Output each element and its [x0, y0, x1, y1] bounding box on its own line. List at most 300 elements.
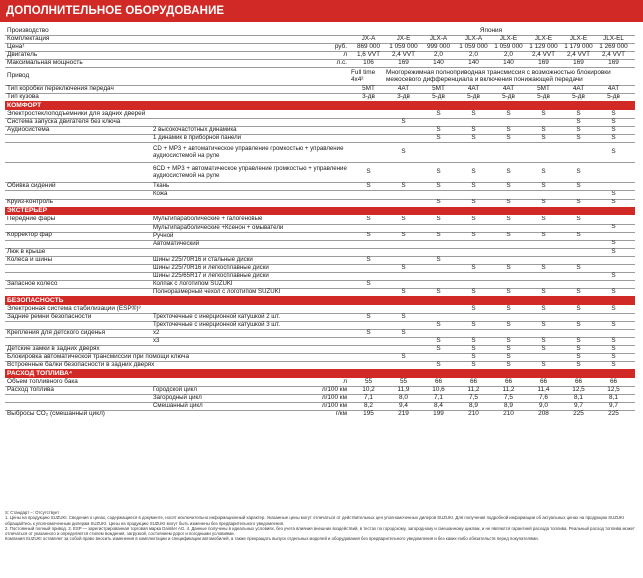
value-cell: 5MT [432, 85, 445, 93]
value-cell: 9,7 [574, 402, 583, 410]
value-cell: 169 [608, 59, 619, 66]
drive-value: Full time 4x4² [351, 68, 376, 84]
value-cell: 9,0 [539, 402, 548, 410]
unit-label: л/100 км [321, 402, 347, 410]
value-cell [456, 272, 491, 280]
row-sublabel: Ручной [153, 231, 174, 239]
footnote: Компания SUZUKI оставляет за собой право вносить изменения в комплектации и спецификации автомобилей, а также прекращать выпуск отдельных моделей и оборудования без предварительного уведомления и без каких-либо обязательств перед покупателями. [5, 536, 539, 542]
row-sublabel: Трехточечные с инерционной катушкой 2 шт. [153, 312, 280, 320]
value-cell: JX-A [361, 35, 376, 42]
row-sublabel: Смешанный цикл [153, 402, 203, 410]
value-cell: S [611, 239, 616, 247]
value-cell [596, 216, 631, 224]
value-cell [351, 248, 386, 256]
value-cell: S [401, 329, 406, 336]
value-cell: JLX-E [569, 35, 588, 42]
section-header: ЭКСТЕРЬЕР [5, 207, 635, 216]
value-cell: S [436, 231, 441, 239]
value-cell: S [611, 148, 616, 156]
value-cell: 169 [573, 59, 584, 66]
value-cell [421, 240, 456, 248]
value-cell: S [611, 304, 616, 312]
row-sublabel: Шины 225/70R16 и стальные диски [153, 255, 253, 263]
value-cell: 12,5 [607, 386, 620, 394]
value-cell: S [401, 182, 406, 190]
value-cell: S [506, 182, 511, 190]
row-sublabel: Полноразмерный чехол с логотипом SUZUKI [153, 287, 281, 295]
value-cell [351, 345, 386, 353]
value-cell: S [611, 223, 616, 231]
value-cell: S [541, 304, 546, 312]
value-cell: S [541, 182, 546, 190]
value-cell: S [541, 345, 546, 352]
value-cell: S [401, 263, 406, 271]
row-label: Объем топливного бака [7, 378, 78, 385]
section-header: РАСХОД ТОПЛИВА⁴ [5, 369, 635, 378]
value-cell: S [471, 304, 476, 312]
value-cell: S [611, 190, 616, 198]
value-cell [351, 199, 386, 207]
value-cell: 1 129 000 [529, 43, 558, 50]
value-cell: JLX-A [429, 35, 448, 42]
value-cell [456, 248, 491, 256]
row-sublabel: Ткань [153, 182, 170, 190]
value-cell: S [366, 329, 371, 336]
value-cell: 4AT [572, 85, 585, 93]
value-cell [351, 361, 386, 369]
value-cell: 2,4 VVT [391, 51, 416, 58]
section-header: КОМФОРТ [5, 101, 635, 110]
value-cell: S [506, 353, 511, 360]
value-cell [491, 191, 526, 199]
value-cell [596, 256, 631, 264]
value-cell: S [506, 168, 511, 176]
value-cell: S [576, 345, 581, 352]
table-row [5, 67, 635, 86]
value-cell: 8,0 [399, 394, 408, 402]
value-cell: 55 [399, 378, 408, 385]
value-cell: S [576, 198, 581, 206]
value-cell [351, 305, 386, 313]
row-sublabel: CD + MP3 + автоматическое управление громкостью + управление аудиосистемой на руле [153, 144, 344, 160]
value-cell: S [576, 110, 581, 118]
value-cell: S [541, 215, 546, 223]
value-cell [351, 191, 386, 199]
value-cell [456, 224, 491, 232]
value-cell: JX-E [396, 35, 411, 42]
value-cell [526, 329, 561, 337]
value-cell: 5-дв [502, 93, 515, 101]
value-cell: 8,9 [469, 402, 478, 410]
row-label: Передние фары [7, 215, 56, 223]
value-cell: 10,6 [432, 386, 445, 394]
value-cell [596, 264, 631, 272]
value-cell: S [576, 215, 581, 223]
value-cell: S [401, 312, 406, 320]
value-cell: S [436, 168, 441, 176]
row-sublabel: Мультипараболические +Ксенон + омыватели [153, 223, 284, 231]
value-cell: S [611, 126, 616, 134]
value-cell: 195 [363, 410, 374, 418]
value-cell [526, 240, 561, 248]
value-cell: S [366, 215, 371, 223]
value-cell: S [506, 287, 511, 295]
value-cell: JLX-EL [603, 35, 624, 42]
value-cell: 210 [503, 410, 514, 418]
value-cell: 4AT [467, 85, 480, 93]
row-label: Круиз-контроль [7, 198, 53, 206]
value-cell: S [401, 353, 406, 360]
row-label: Аудиосистема [7, 126, 50, 134]
value-cell [421, 313, 456, 321]
value-cell: 2,4 VVT [601, 51, 626, 58]
value-cell: 66 [434, 378, 443, 385]
value-cell: 3-дв [362, 93, 375, 101]
value-cell: 55 [364, 378, 373, 385]
value-cell: 2,0 [469, 51, 478, 58]
value-cell [596, 313, 631, 321]
row-sublabel: x2 [153, 329, 160, 337]
value-cell: 7,1 [434, 394, 443, 402]
value-cell: S [611, 271, 616, 279]
table-row [5, 93, 635, 101]
value-cell: 66 [469, 378, 478, 385]
value-cell: S [366, 231, 371, 239]
section-header: БЕЗОПАСНОСТЬ [5, 296, 635, 305]
footnote: 1. Цены на продукцию SUZUKI. Сведения о ценах, содержащиеся в документе, носят исключительно информационный характер. Указанные цены могут отличаться от действительных цен уполномоченных дилеров SUZUKI. Для получения подробной информации об актуальных ценах на продукцию SUZUKI обращайтесь к уполномоченным дилерам SUZUKI. Цены на продукцию SUZUKI могут быть изменены без предварительного уведомления. [5, 515, 625, 526]
value-cell: 11,2 [467, 386, 480, 394]
value-cell: 11,9 [397, 386, 410, 394]
value-cell [526, 224, 561, 232]
row-label: Производство [7, 27, 49, 34]
value-cell [386, 305, 421, 313]
row-sublabel: 6CD + MP3 + автоматическое управление громкостью + управление аудиосистемой на руле [153, 164, 347, 180]
value-cell: S [541, 134, 546, 142]
unit-label: руб. [334, 43, 347, 50]
row-sublabel: Мультипараболические + галогеновые [153, 215, 263, 223]
value-cell [526, 272, 561, 280]
value-cell [526, 256, 561, 264]
table-row [5, 410, 635, 418]
value-cell: S [506, 110, 511, 118]
row-label: Запасное колесо [7, 279, 58, 287]
value-cell [386, 191, 421, 199]
value-cell: 8,1 [574, 394, 583, 402]
row-sublabel: Трехточечные с инерционной катушкой 3 шт. [153, 321, 280, 328]
value-cell [456, 118, 491, 126]
row-sublabel: Городской цикл [153, 386, 197, 394]
value-cell: S [576, 337, 581, 344]
value-cell: 7,6 [539, 394, 548, 402]
value-cell: S [471, 231, 476, 239]
value-cell: 66 [504, 378, 513, 385]
value-cell [491, 248, 526, 256]
value-cell: 5MT [362, 85, 375, 93]
value-cell: S [506, 263, 511, 271]
value-cell: S [471, 321, 476, 328]
value-cell [351, 142, 386, 162]
value-cell [386, 321, 421, 329]
unit-label: л/100 км [321, 394, 347, 402]
value-cell: S [471, 126, 476, 134]
row-label: Тип кузова [7, 93, 39, 101]
value-cell: S [471, 110, 476, 118]
table-row [5, 142, 635, 163]
value-cell [491, 280, 526, 288]
value-cell [561, 240, 596, 248]
value-cell: 8,2 [364, 402, 373, 410]
value-cell: 869 000 [356, 43, 381, 50]
value-cell [561, 280, 596, 288]
value-cell: 11,2 [502, 386, 515, 394]
value-cell: S [611, 110, 616, 118]
value-cell [561, 224, 596, 232]
value-cell: 1,6 VVT [356, 51, 381, 58]
value-cell: S [576, 182, 581, 190]
value-cell: S [576, 361, 581, 369]
value-cell [491, 118, 526, 126]
value-cell [526, 118, 561, 126]
footnote: S: Стандарт –: Отсутствует [5, 510, 60, 515]
value-cell [526, 353, 561, 361]
value-cell [561, 142, 596, 162]
value-cell [351, 337, 386, 345]
row-sublabel: 2 высокочастотных динамика [153, 126, 237, 134]
value-cell: 2,4 VVT [531, 51, 556, 58]
value-cell [526, 191, 561, 199]
row-sublabel: Шины 225/70R16 и легкосплавные диски [153, 263, 269, 271]
table-row [5, 199, 635, 207]
row-label: Двигатель [7, 51, 38, 58]
value-cell: 4AT [502, 85, 515, 93]
value-cell: 66 [574, 378, 583, 385]
value-cell [421, 191, 456, 199]
value-cell [596, 280, 631, 288]
value-cell [526, 142, 561, 162]
value-cell: S [471, 215, 476, 223]
value-cell [491, 272, 526, 280]
value-cell [421, 118, 456, 126]
value-cell: S [471, 345, 476, 352]
unit-label: л [343, 378, 347, 385]
value-cell [421, 280, 456, 288]
value-cell: 169 [398, 59, 409, 66]
value-span: Япония [479, 27, 503, 34]
value-cell: 3-дв [397, 93, 410, 101]
value-cell [456, 329, 491, 337]
value-cell: S [506, 304, 511, 312]
value-cell: S [576, 118, 581, 126]
value-cell: 2,0 [434, 51, 443, 58]
value-cell [526, 313, 561, 321]
row-label: Электростеклоподъемники для задних дверей [7, 110, 146, 118]
unit-label: л.с. [336, 59, 347, 66]
value-cell: 8,4 [434, 402, 443, 410]
value-cell: S [576, 126, 581, 134]
value-cell: S [541, 337, 546, 344]
value-cell: S [471, 361, 476, 369]
value-cell: 219 [398, 410, 409, 418]
value-cell: S [471, 134, 476, 142]
value-cell: 5-дв [572, 93, 585, 101]
value-cell: S [401, 148, 406, 156]
value-cell: S [366, 279, 371, 287]
value-cell [351, 272, 386, 280]
row-sublabel: Автоматический [153, 239, 200, 247]
footnotes [5, 510, 635, 542]
value-cell: 7,1 [364, 394, 373, 402]
value-cell: 5-дв [467, 93, 480, 101]
value-cell [596, 162, 631, 182]
value-cell: S [541, 168, 546, 176]
value-cell [491, 224, 526, 232]
value-cell [386, 361, 421, 369]
value-cell [386, 224, 421, 232]
table-row [5, 288, 635, 296]
value-cell: S [471, 168, 476, 176]
row-label: Детские замки в задних дверях [7, 345, 100, 352]
value-cell: S [541, 263, 546, 271]
row-label: Система запуска двигателя без ключа [7, 118, 121, 126]
value-cell [386, 345, 421, 353]
row-sublabel: Шины 225/65R17 и легкосплавные диски [153, 271, 269, 279]
value-cell [351, 224, 386, 232]
value-cell: S [436, 110, 441, 118]
value-cell: 8,1 [609, 394, 618, 402]
value-cell [561, 329, 596, 337]
value-cell: S [366, 168, 371, 176]
value-cell: S [436, 361, 441, 369]
value-cell [386, 256, 421, 264]
value-cell [596, 232, 631, 240]
value-cell: S [471, 337, 476, 344]
unit-label: л/100 км [321, 386, 347, 394]
row-label: Крепления для детского сиденья [7, 329, 106, 336]
value-cell: S [541, 126, 546, 134]
value-cell [386, 134, 421, 142]
value-cell [421, 264, 456, 272]
value-cell: S [541, 231, 546, 239]
value-cell: 2,0 [504, 51, 513, 58]
value-cell: S [471, 263, 476, 271]
value-cell [526, 280, 561, 288]
value-cell [456, 280, 491, 288]
value-cell: S [471, 287, 476, 295]
value-cell: 106 [363, 59, 374, 66]
value-cell: 999 000 [426, 43, 451, 50]
value-cell [351, 321, 386, 329]
value-cell [491, 256, 526, 264]
value-cell [351, 288, 386, 296]
value-cell [421, 142, 456, 162]
value-cell: 1 059 000 [389, 43, 418, 50]
value-cell: 7,5 [469, 394, 478, 402]
value-cell [386, 162, 421, 182]
value-cell: 1 059 000 [494, 43, 523, 50]
value-cell: 1 269 000 [599, 43, 628, 50]
value-cell [421, 272, 456, 280]
value-cell [561, 256, 596, 264]
value-cell [561, 313, 596, 321]
row-label: Комплектация [7, 35, 50, 42]
value-cell: S [401, 118, 406, 126]
value-cell [561, 191, 596, 199]
row-label: Максимальная мощность [7, 59, 83, 66]
value-cell: S [506, 337, 511, 344]
value-cell: JLX-A [464, 35, 483, 42]
value-cell: S [471, 182, 476, 190]
value-cell [456, 313, 491, 321]
value-cell [386, 337, 421, 345]
value-cell: S [541, 110, 546, 118]
value-cell [351, 110, 386, 118]
row-label: Цена¹ [7, 43, 25, 50]
value-cell: S [436, 134, 441, 142]
value-cell [386, 126, 421, 134]
value-cell: S [366, 255, 371, 263]
value-cell [386, 272, 421, 280]
value-cell: S [611, 287, 616, 295]
value-cell: 208 [538, 410, 549, 418]
row-label: Электронная система стабилизации (ESP®)³ [7, 304, 141, 312]
unit-label: л [343, 51, 347, 58]
value-cell [561, 272, 596, 280]
value-cell: S [611, 337, 616, 344]
value-cell: S [611, 361, 616, 369]
value-cell: S [576, 168, 581, 176]
value-cell: 10,2 [362, 386, 375, 394]
value-cell: 1 059 000 [459, 43, 488, 50]
value-cell: S [506, 126, 511, 134]
value-cell [456, 142, 491, 162]
value-cell: S [576, 287, 581, 295]
drive-description: Многорежимная полноприводная трансмиссия с возможностью блокировки межосевого дифференциала и включения понижающей передачи [386, 68, 611, 84]
page-title: ДОПОЛНИТЕЛЬНОЕ ОБОРУДОВАНИЕ [0, 0, 643, 22]
value-cell: S [506, 361, 511, 369]
value-cell: 140 [433, 59, 444, 66]
value-cell: S [541, 198, 546, 206]
value-cell [351, 126, 386, 134]
value-cell: S [576, 353, 581, 360]
value-cell: S [506, 198, 511, 206]
value-cell: S [611, 321, 616, 328]
value-cell: S [471, 198, 476, 206]
row-label: Обивка сидений [7, 182, 56, 190]
row-sublabel: Колпак с логотипом SUZUKI [153, 279, 233, 287]
value-cell: S [576, 231, 581, 239]
value-cell: JLX-E [499, 35, 518, 42]
value-cell [456, 191, 491, 199]
value-cell: 9,7 [609, 402, 618, 410]
value-cell: S [611, 353, 616, 360]
row-label: Колеса и шины [7, 255, 53, 263]
value-cell: S [576, 134, 581, 142]
value-cell: S [366, 312, 371, 320]
value-cell [491, 313, 526, 321]
value-cell [351, 353, 386, 361]
value-cell [386, 248, 421, 256]
value-cell: S [401, 287, 406, 295]
value-cell [491, 240, 526, 248]
row-label: Расход топлива [7, 386, 54, 394]
value-cell: 225 [608, 410, 619, 418]
value-cell: S [541, 361, 546, 369]
value-cell [596, 329, 631, 337]
value-cell: S [471, 353, 476, 360]
value-cell: 66 [609, 378, 618, 385]
value-cell: 4AT [397, 85, 410, 93]
value-cell: 66 [539, 378, 548, 385]
